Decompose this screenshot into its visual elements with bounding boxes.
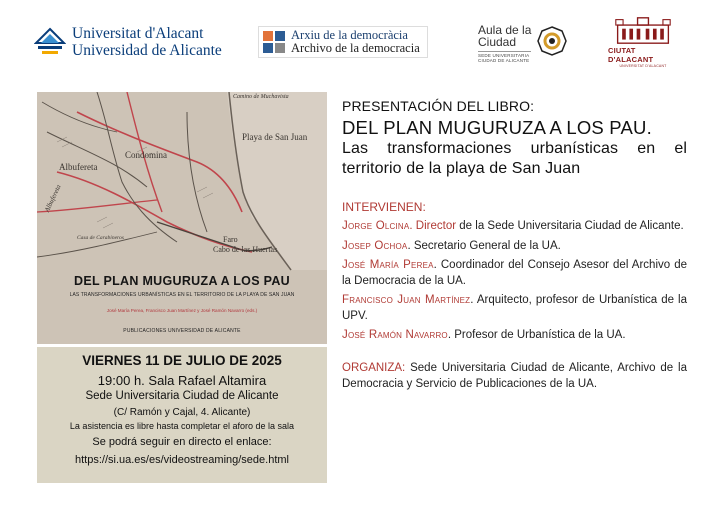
presentation-info [342, 98, 687, 392]
arxiu-logo-text [291, 29, 420, 55]
event-date: VIERNES 11 DE JULIO DE 2025 [82, 353, 282, 368]
organizers-label: ORGANIZA: [342, 361, 406, 374]
event-stream-label: Se podrá seguir en directo el enlace: [92, 436, 272, 448]
ua-logo-text [72, 25, 222, 59]
logo-aula-ciudad [478, 24, 574, 68]
event-address: (C/ Ramón y Cajal, 4. Alicante) [113, 407, 251, 418]
aula-sub1: SEDE UNIVERSITARIA [478, 53, 530, 58]
aula-logo-icon [537, 26, 567, 56]
organizers-text: Sede Universitaria Ciudad de Alicante, Archivo de la Democracia y Servicio de Publicaciones de la UA. [342, 361, 687, 390]
aula-sub [478, 51, 531, 63]
ua-logo-icon [34, 26, 66, 58]
event-details-box [37, 347, 327, 483]
map-label-cabo: Cabo de las Huertas [213, 245, 278, 254]
cover-authors: José María Perea, Francisco Juan Martínez y José Ramón Navarro (eds.) [106, 308, 258, 313]
event-time: 19:00 h. Sala Rafael Altamira [97, 373, 267, 388]
speaker-role: . Arquitecto, profesor de Urbanística de la UPV. [342, 294, 687, 322]
arxiu-line1: Arxiu de la democràcia [291, 28, 408, 42]
speaker-role: . Secretario General de la UA. [407, 239, 561, 252]
speaker-item [342, 219, 687, 235]
speaker-item [342, 293, 687, 324]
speaker-item [342, 258, 687, 289]
event-note: La asistencia es libre hasta completar el aforo de la sala [69, 421, 295, 431]
cover-subtitle: LAS TRANSFORMACIONES URBANÍSTICAS EN EL TERRITORIO DE LA PLAYA DE SAN JUAN [69, 292, 295, 298]
logo-arxiu-democracia [258, 26, 428, 58]
cover-publisher: PUBLICACIONES UNIVERSIDAD DE ALICANTE [123, 328, 241, 334]
speaker-name: José María Perea [342, 259, 434, 271]
speakers-heading: INTERVIENEN: [342, 200, 426, 214]
map-label-top: Camino de Muchavista [233, 94, 289, 100]
book-subtitle: Las transformaciones urbanísticas en el territorio de la playa de San Juan [342, 140, 687, 177]
event-venue: Sede Universitaria Ciudad de Alicante [85, 390, 279, 402]
ua-line2: Universidad de Alicante [72, 42, 222, 59]
map-label-faro: Faro [223, 235, 238, 244]
book-cover [37, 92, 327, 344]
speaker-item [342, 328, 687, 344]
event-stream-link[interactable]: https://si.ua.es/es/videostreaming/sede.html [75, 454, 289, 466]
aula-logo-text [478, 24, 531, 63]
aula-line2: Ciudad [478, 35, 517, 49]
cover-title: DEL PLAN MUGURUZA A LOS PAU [74, 274, 290, 288]
arxiu-line2: Archivo de la democracia [291, 41, 420, 55]
speaker-item [342, 239, 687, 255]
speaker-name: Josep Ochoa [342, 239, 408, 252]
logo-universidad-alicante [34, 22, 234, 62]
arxiu-logo-icon [263, 31, 285, 53]
ua-line1: Universitat d'Alacant [72, 25, 204, 42]
aula-line1: Aula de la [478, 23, 532, 37]
aula-sub2: CIUDAD DE ALICANTE [478, 58, 530, 63]
organizers [342, 360, 687, 392]
speaker-name: Jorge Olcina [342, 220, 410, 232]
map-label-playa: Playa de San Juan [242, 132, 308, 142]
speaker-name: Francisco Juan Martínez [342, 294, 471, 306]
ciutat-sub: UNIVERSITAT D'ALACANT [619, 64, 667, 68]
book-title: DEL PLAN MUGURUZA A LOS PAU. [342, 117, 652, 138]
presentation-kicker: PRESENTACIÓN DEL LIBRO: [342, 98, 535, 114]
map-label-albufereta-left: Albufereta [43, 183, 63, 214]
map-label-casa: Casa de Carabineros [77, 235, 124, 241]
speaker-name: José Ramón Navarro [342, 329, 448, 341]
speaker-role: de la Sede Universitaria Ciudad de Alicante. [456, 220, 684, 232]
speaker-role: . Profesor de Urbanística de la UA. [447, 329, 626, 341]
logo-ciutat-alacant [608, 16, 678, 68]
ciutat-name: CIUTAT D'ALACANT [608, 46, 654, 64]
historic-map-illustration [37, 92, 327, 344]
speaker-role: . Coordinador del Consejo Asesor del Archivo de la Democracia de la UA. [342, 259, 687, 287]
map-label-condomina: Condomina [125, 150, 167, 160]
ciutat-building-icon [611, 16, 675, 45]
speaker-role-accent: . Director [409, 220, 457, 232]
map-label-albufereta: Albufereta [59, 162, 98, 172]
